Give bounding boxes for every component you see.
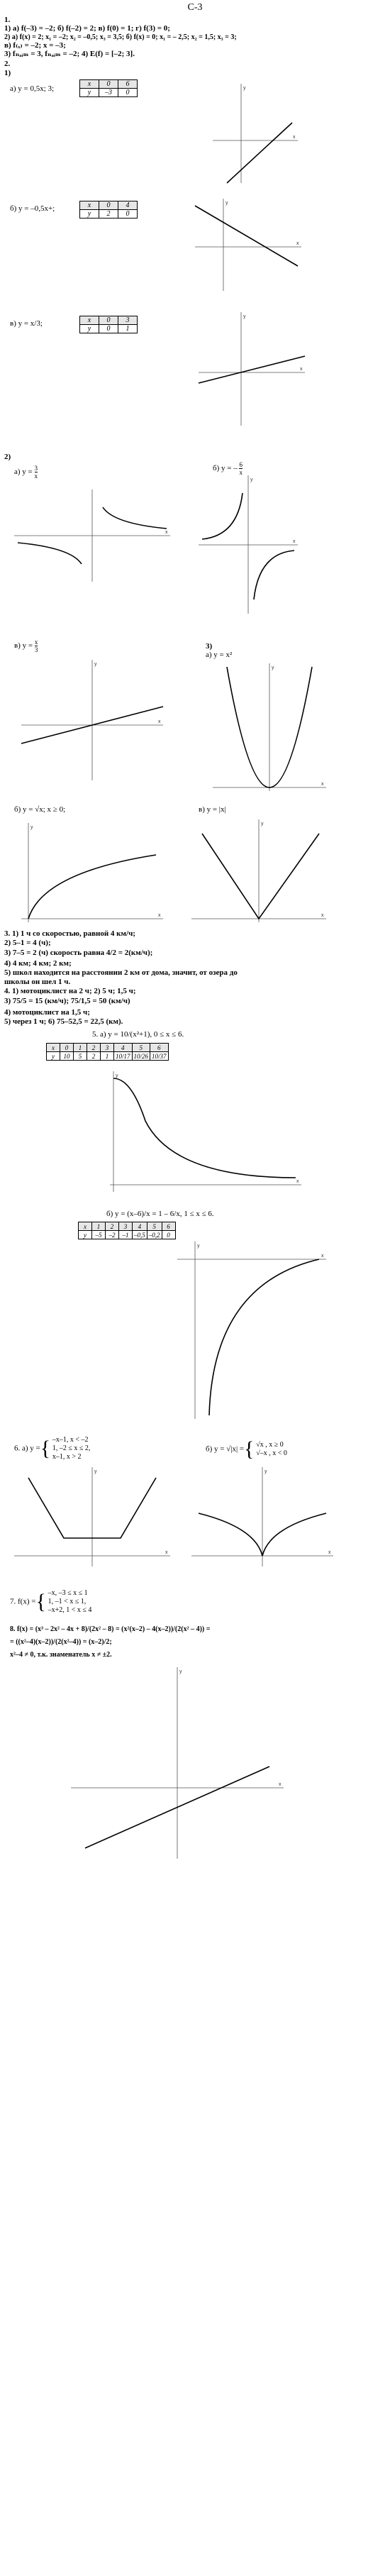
- svg-text:y: y: [94, 1469, 97, 1474]
- graph-8: [71, 1667, 284, 1859]
- graph-2v: [21, 660, 163, 780]
- graph-3b: [21, 823, 163, 922]
- value-table-5a: x 0 1 2 3 4 5 6 y 10 5 2 1 10/17 10/26 10/37: [46, 1043, 169, 1061]
- svg-text:y: y: [250, 477, 253, 482]
- section-2-number: 2.: [4, 60, 11, 68]
- formula-6a: 6. а) y ={ –x–1, x < –2 1, –2 ≤ x ≤ 2, x–1, x > 2: [14, 1436, 91, 1461]
- formula-5b: б) y = (x–6)/x = 1 – 6/x, 1 ≤ x ≤ 6.: [106, 1210, 214, 1218]
- s3-line-5: 5) школ находится на расстоянии 2 км от дома, значит, от озера до: [4, 968, 238, 977]
- formula-7: 7. f(x) ={ –x, –3 ≤ x ≤ 1 1, –1 < x ≤ 1, –x+2, 1 < x ≤ 4: [10, 1589, 92, 1614]
- svg-text:x: x: [296, 1179, 299, 1184]
- svg-text:y: y: [261, 822, 264, 827]
- graph-6a: [14, 1467, 170, 1566]
- formula-3a: а) y = x²: [206, 651, 233, 659]
- graph-1a: [213, 84, 298, 183]
- part-1-label: 1): [4, 69, 11, 77]
- s8-line-2: = ((x²–4)(x–2))/(2(x²–4)) = (x–2)/2;: [10, 1638, 112, 1646]
- svg-text:y: y: [272, 665, 274, 670]
- svg-text:x: x: [158, 913, 161, 918]
- answer-line-4: 3) fₙₐᵢₘ = 3, fₙₐᵢₘ = –2; 4) E(f) = [–2; 3].: [4, 50, 135, 58]
- s8-line-3: x²–4 ≠ 0, т.к. знаменатель x ≠ ±2.: [10, 1651, 112, 1659]
- svg-text:y: y: [225, 201, 228, 206]
- s3-line-5b: школы он шел 1 ч.: [4, 978, 71, 986]
- svg-text:x: x: [300, 367, 303, 372]
- answer-line-2: 2) а) f(x) = 2; x₁ = –2; x₂ = –0,5; x₃ = 3,5; б) f(x) = 0; x₁ = – 2,5; x₂ = 1,5; x₃ = 3;: [4, 33, 237, 41]
- value-table-5b: x 1 2 3 4 5 6 y –5 –2 –1 –0,5 –0,2 0: [78, 1222, 176, 1239]
- formula-3b: б) y = √x; x ≥ 0;: [14, 805, 66, 814]
- answer-line-1: 1) а) f(–3) = –2; б) f(–2) = 2; в) f(0) = 1; г) f(3) = 0;: [4, 24, 170, 33]
- page-title: С-3: [187, 2, 203, 13]
- s3-line-2: 2) 5–1 = 4 (ч);: [4, 939, 51, 947]
- formula-3v: в) y = |x|: [199, 805, 226, 814]
- formula-5a: 5. а) y = 10/(x²+1), 0 ≤ x ≤ 6.: [92, 1030, 184, 1039]
- svg-text:x: x: [328, 1550, 331, 1555]
- value-table-1b: x 0 4 y 2 0: [79, 201, 138, 219]
- section-1-number: 1.: [4, 16, 11, 24]
- graph-6b: [191, 1467, 333, 1566]
- s3-line-4: 4) 4 км; 4 км; 2 км;: [4, 959, 72, 968]
- answer-line-3: в) f₍ₓ₎ = –2; x = –3;: [4, 41, 66, 50]
- part-3-label: 3): [206, 642, 213, 651]
- s8-line-1: 8. f(x) = (x³ – 2x² – 4x + 8)/(2x² – 8) = (x²(x–2) – 4(x–2))/(2(x² – 4)) =: [10, 1625, 211, 1633]
- svg-text:x: x: [321, 1254, 324, 1259]
- svg-text:x: x: [165, 1550, 168, 1555]
- svg-text:y: y: [94, 662, 97, 667]
- svg-text:x: x: [293, 135, 296, 140]
- s4-line-1: 4. 1) мотоциклист на 2 ч; 2) 5 ч; 1,5 ч;: [4, 987, 136, 995]
- formula-1c: в) y = x/3;: [10, 319, 43, 328]
- formula-2b: б) y = – $\frac{6}{x}$: [213, 461, 243, 476]
- svg-text:x: x: [293, 539, 296, 544]
- svg-text:y: y: [179, 1669, 182, 1674]
- s3-line-1: 3. 1) 1 ч со скоростью, равной 4 км/ч;: [4, 929, 135, 938]
- svg-text:y: y: [264, 1469, 267, 1474]
- svg-text:x: x: [279, 1782, 282, 1787]
- graph-5a: [110, 1071, 301, 1192]
- value-table-1a: x 0 6 y –3 0: [79, 79, 138, 97]
- graph-2a: [14, 490, 170, 582]
- svg-text:x: x: [296, 241, 299, 246]
- svg-text:x: x: [165, 530, 168, 535]
- s4-line-3: 4) мотоциклист на 1,5 ч;: [4, 1008, 90, 1017]
- formula-1b: б) y = –0,5x+;: [10, 204, 55, 213]
- svg-text:y: y: [197, 1244, 200, 1249]
- s4-line-2: 3) 75/5 = 15 (км/ч); 75/1,5 = 50 (км/ч): [4, 997, 130, 1005]
- svg-text:y: y: [243, 86, 246, 91]
- svg-text:y: y: [30, 825, 33, 830]
- graph-1b: [195, 199, 301, 291]
- value-table-1c: x 0 3 y 0 1: [79, 316, 138, 333]
- graph-3v: [191, 819, 326, 922]
- graph-3a: [213, 663, 326, 791]
- formula-1a: а) y = 0,5x; 3;: [10, 84, 55, 93]
- svg-text:x: x: [321, 913, 324, 918]
- formula-6b: б) y = √|x| ={ √x , x ≥ 0 √–x , x < 0: [206, 1437, 287, 1461]
- formula-2v: в) y = $\frac{x}{3}$: [14, 639, 38, 653]
- s3-line-3: 3) 7–5 = 2 (ч) скорость равна 4/2 = 2(км/ч);: [4, 949, 153, 957]
- graph-2b: [199, 475, 298, 614]
- graph-1c: [199, 312, 305, 426]
- svg-text:y: y: [243, 314, 246, 319]
- part-2-label: 2): [4, 453, 11, 461]
- s4-line-4: 5) через 1 ч; 6) 75–52,5 = 22,5 (км).: [4, 1017, 123, 1026]
- svg-text:x: x: [158, 719, 161, 724]
- graph-5b: [177, 1242, 326, 1419]
- svg-text:y: y: [116, 1073, 118, 1078]
- svg-text:x: x: [321, 782, 324, 787]
- formula-2a: а) y = $\frac{3}{x}$: [14, 465, 38, 480]
